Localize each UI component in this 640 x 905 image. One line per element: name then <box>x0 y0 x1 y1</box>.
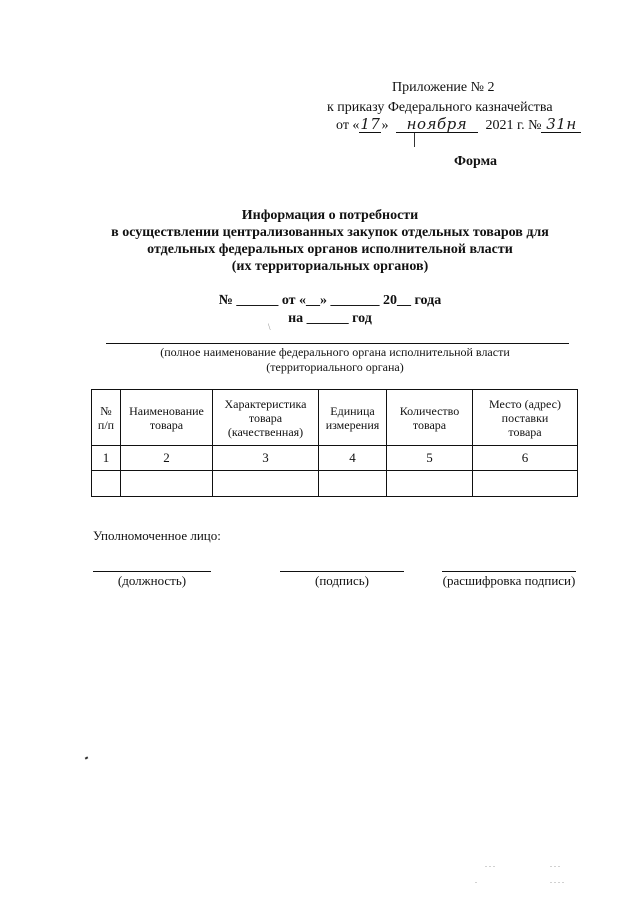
scan-speck: . . . <box>550 860 560 869</box>
order-number: 31н <box>541 117 581 133</box>
header-quantity <box>387 390 473 446</box>
appendix-title: Приложение № 2 <box>392 80 495 95</box>
header-text: измерения <box>325 417 380 432</box>
column-number: 2 <box>121 446 213 471</box>
table-cell <box>213 471 319 497</box>
signature-decoding-line <box>442 571 576 572</box>
column-number: 1 <box>92 446 121 471</box>
document-number-line: № ______ от «__» _______ 20__ года <box>218 293 442 308</box>
position-line <box>93 571 211 572</box>
title-line-4: (их территориальных органов) <box>231 259 429 274</box>
document-title <box>60 207 600 275</box>
stray-mark: \ <box>268 322 271 332</box>
table-cell <box>92 471 121 497</box>
header-text: № <box>100 403 112 418</box>
scan-speck: . . . <box>485 860 495 869</box>
header-delivery-place <box>473 390 578 446</box>
header-item-name <box>121 390 213 446</box>
header-text: Характеристика <box>224 396 307 411</box>
scan-speck: . <box>475 876 477 885</box>
position-caption: (должность) <box>117 573 187 588</box>
organization-caption <box>100 345 570 375</box>
organization-name-line <box>106 343 569 344</box>
scan-speck: . . . . <box>550 876 564 885</box>
header-text: товара <box>508 424 542 439</box>
header-text: п/п <box>97 417 115 432</box>
date-prefix: от « <box>336 118 360 133</box>
appendix-order-reference: к приказу Федерального казначейства <box>327 100 553 115</box>
header-characteristic <box>213 390 319 446</box>
appendix-order-date <box>336 117 581 134</box>
signature-decoding-caption: (расшифровка подписи) <box>442 573 576 588</box>
header-text: Наименование <box>129 403 204 418</box>
header-row-number <box>92 390 121 446</box>
signature-line <box>280 571 404 572</box>
header-text: Количество <box>399 403 460 418</box>
header-text: Место (адрес) <box>489 396 561 411</box>
org-caption-line-1: (полное наименование федерального органа исполнительной власти <box>160 345 510 359</box>
signature-caption: (подпись) <box>315 573 369 588</box>
table-header-row <box>92 390 578 446</box>
table-cell <box>473 471 578 497</box>
order-day: 17 <box>360 115 381 133</box>
column-number: 3 <box>213 446 319 471</box>
header-text: товара <box>248 410 283 425</box>
form-label: Форма <box>454 154 498 169</box>
org-caption-line-2: (территориального органа) <box>266 360 404 374</box>
column-number: 4 <box>319 446 387 471</box>
table-cell <box>387 471 473 497</box>
header-text: товара <box>412 417 447 432</box>
header-unit <box>319 390 387 446</box>
header-text: (качественная) <box>227 424 304 439</box>
title-line-2: в осуществлении централизованных закупок отдельных товаров для <box>111 225 549 240</box>
needs-table <box>91 389 578 497</box>
scan-speck <box>85 756 89 759</box>
title-line-3: отдельных федеральных органов исполнительной власти <box>147 242 513 257</box>
order-year-text: 2021 г. № <box>485 118 542 133</box>
authorized-person-label: Уполномоченное лицо: <box>93 528 221 543</box>
header-text: поставки <box>501 410 549 425</box>
header-text: товара <box>149 417 184 432</box>
table-cell <box>319 471 387 497</box>
table-cell <box>121 471 213 497</box>
order-month: ноября <box>396 117 478 133</box>
header-text: Единица <box>330 403 375 418</box>
table-row <box>92 471 578 497</box>
handwriting-tick <box>414 133 415 147</box>
table-column-numbers-row <box>92 446 578 471</box>
title-line-1: Информация о потребности <box>241 208 419 223</box>
column-number: 6 <box>473 446 578 471</box>
planning-year-line: на ______ год <box>288 311 372 326</box>
date-quote-close: » <box>381 118 389 133</box>
column-number: 5 <box>387 446 473 471</box>
